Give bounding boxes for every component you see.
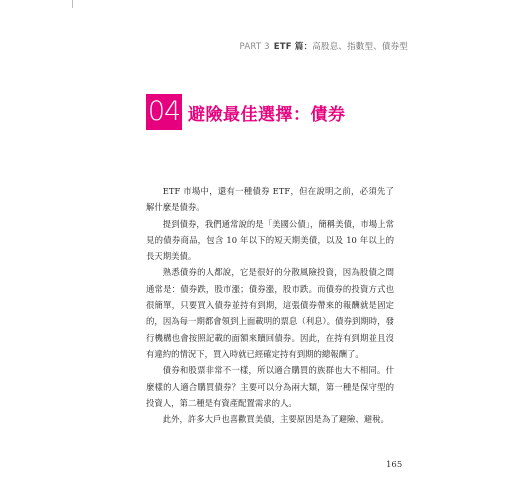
paragraph: 此外，許多大戶也喜歡買美債，主要原因是為了避險、避稅。 — [162, 414, 389, 425]
header-etf: ETF 篇： — [273, 42, 313, 52]
chapter-number-badge: 04 — [146, 94, 182, 130]
paragraph: 債券和股票非常不一樣，所以適合購買的族群也大不相同。什麼樣的人適合購買債券？主要可以分為兩大類，第一種是保守型的投資人，第二種是有資產配置需求的人。 — [146, 365, 394, 408]
paragraph: 熟悉債券的人都說，它是很好的分散風險投資，因為股債之間通常是：債券跌，股市漲；債券漲，股市跌。而債券的投資方式也很簡單，只要買入債券並持有到期，這張債券帶來的報酬就是固定的，因為每一期都會領到上面載明的票息（利息）。債券到期時，發行機構也會按照記載的面額來贖回債券。因此，在持有到期並且沒有違約的情況下，買入時就已經確定持有到期的總報酬了。 — [146, 267, 394, 359]
chapter-title: 避險最佳選擇：債券 — [188, 104, 346, 125]
chapter-heading — [146, 94, 346, 130]
paragraph: 提到債券，我們通常說的是「美國公債」，簡稱美債，市場上常見的債券商品，包含 10 年以下的短天期美債，以及 10 年以上的長天期美債。 — [146, 218, 394, 262]
header-part: PART 3 — [239, 42, 270, 52]
running-header — [240, 40, 408, 52]
header-topics: 高股息、指數型、債券型 — [312, 42, 408, 52]
body-text — [146, 183, 394, 427]
page-number: 165 — [386, 460, 403, 470]
paragraph: ETF 市場中，還有一種債券 ETF，但在說明之前，必須先了解什麼是債券。 — [146, 186, 394, 213]
crop-mark — [72, 0, 73, 8]
